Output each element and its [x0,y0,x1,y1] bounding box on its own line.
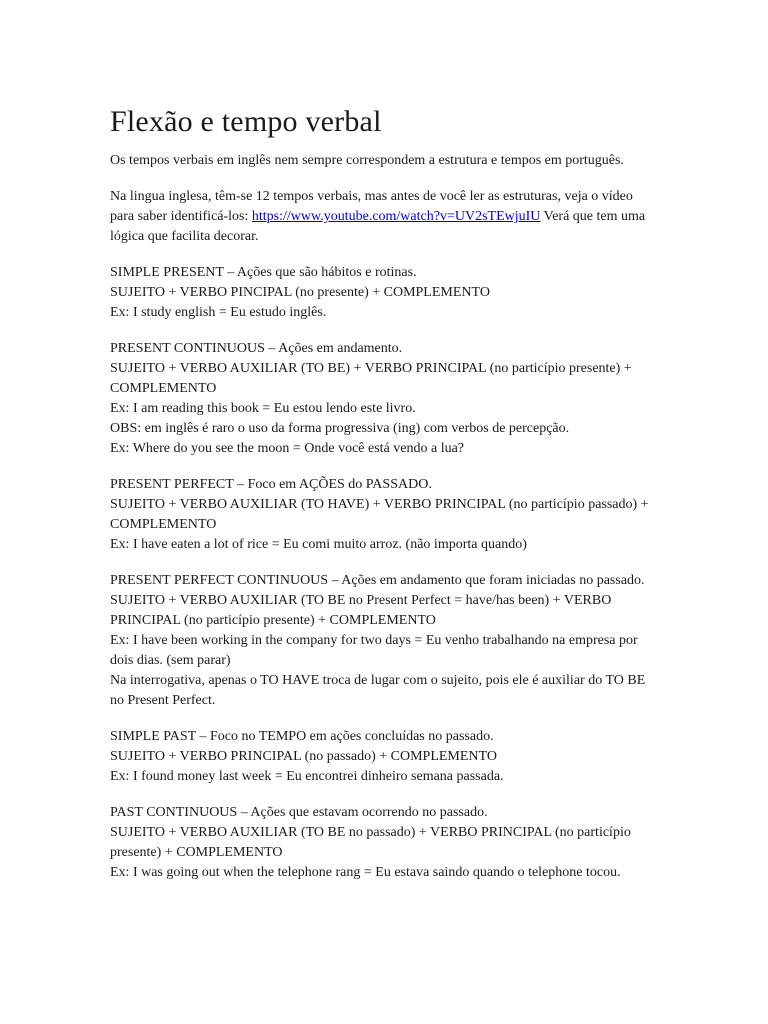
section-example: Ex: I found money last week = Eu encontrei dinheiro semana passada. [110,769,504,784]
intro-paragraph: Os tempos verbais em inglês nem sempre correspondem a estrutura e tempos em português. [110,153,624,168]
intro-video-paragraph [110,187,658,247]
section-heading: SIMPLE PAST – Foco no TEMPO em ações concluídas no passado. [110,729,494,744]
section-example: Ex: I study english = Eu estudo inglês. [110,305,327,320]
intro-text-before: Na lingua inglesa, têm-se 12 tempos verbais, mas antes de você ler as estruturas, veja o vídeo para saber identificá-los: [110,189,633,224]
section-example: Ex: I have eaten a lot of rice = Eu comi muito arroz. (não importa quando) [110,537,527,552]
section-present-perfect [110,475,658,555]
section-example: Ex: I have been working in the company for two days = Eu venho trabalhando na empresa por dois dias. (sem parar) [110,633,638,668]
section-simple-past [110,727,658,787]
section-example: Ex: I was going out when the telephone rang = Eu estava saindo quando o telephone tocou. [110,865,621,880]
page-title: Flexão e tempo verbal [110,105,382,138]
section-structure: SUJEITO + VERBO AUXILIAR (TO BE no Present Perfect = have/has been) + VERBO PRINCIPAL (no particípio presente) + COMPLEMENTO [110,593,612,628]
section-present-perfect-continuous [110,571,658,711]
section-past-continuous [110,803,658,883]
section-simple-present [110,263,658,323]
section-structure: SUJEITO + VERBO AUXILIAR (TO BE no passado) + VERBO PRINCIPAL (no particípio presente) + COMPLEMENTO [110,825,631,860]
section-heading: PRESENT PERFECT CONTINUOUS – Ações em andamento que foram iniciadas no passado. [110,573,645,588]
section-heading: PRESENT CONTINUOUS – Ações em andamento. [110,341,403,356]
section-heading: PAST CONTINUOUS – Ações que estavam ocorrendo no passado. [110,805,488,820]
section-note: OBS: em inglês é raro o uso da forma progressiva (ing) com verbos de percepção. [110,421,570,436]
section-example: Ex: Where do you see the moon = Onde você está vendo a lua? [110,441,465,456]
section-note: Na interrogativa, apenas o TO HAVE troca de lugar com o sujeito, pois ele é auxiliar do TO BE no Present Perfect. [110,673,646,708]
section-structure: SUJEITO + VERBO PINCIPAL (no presente) + COMPLEMENTO [110,285,490,300]
intro-text-after: Verá que tem uma lógica que facilita decorar. [110,209,646,244]
section-structure: SUJEITO + VERBO AUXILIAR (TO HAVE) + VERBO PRINCIPAL (no particípio passado) + COMPLEMENTO [110,497,649,532]
section-present-continuous [110,339,658,459]
section-structure: SUJEITO + VERBO AUXILIAR (TO BE) + VERBO PRINCIPAL (no particípio presente) + COMPLEMENTO [110,361,632,396]
section-heading: SIMPLE PRESENT – Ações que são hábitos e rotinas. [110,265,417,280]
youtube-video-link[interactable]: https://www.youtube.com/watch?v=UV2sTEwjuIU [251,209,541,224]
document-body [110,151,658,899]
section-structure: SUJEITO + VERBO PRINCIPAL (no passado) + COMPLEMENTO [110,749,497,764]
section-heading: PRESENT PERFECT – Foco em AÇÕES do PASSADO. [110,477,432,492]
section-example: Ex: I am reading this book = Eu estou lendo este livro. [110,401,416,416]
